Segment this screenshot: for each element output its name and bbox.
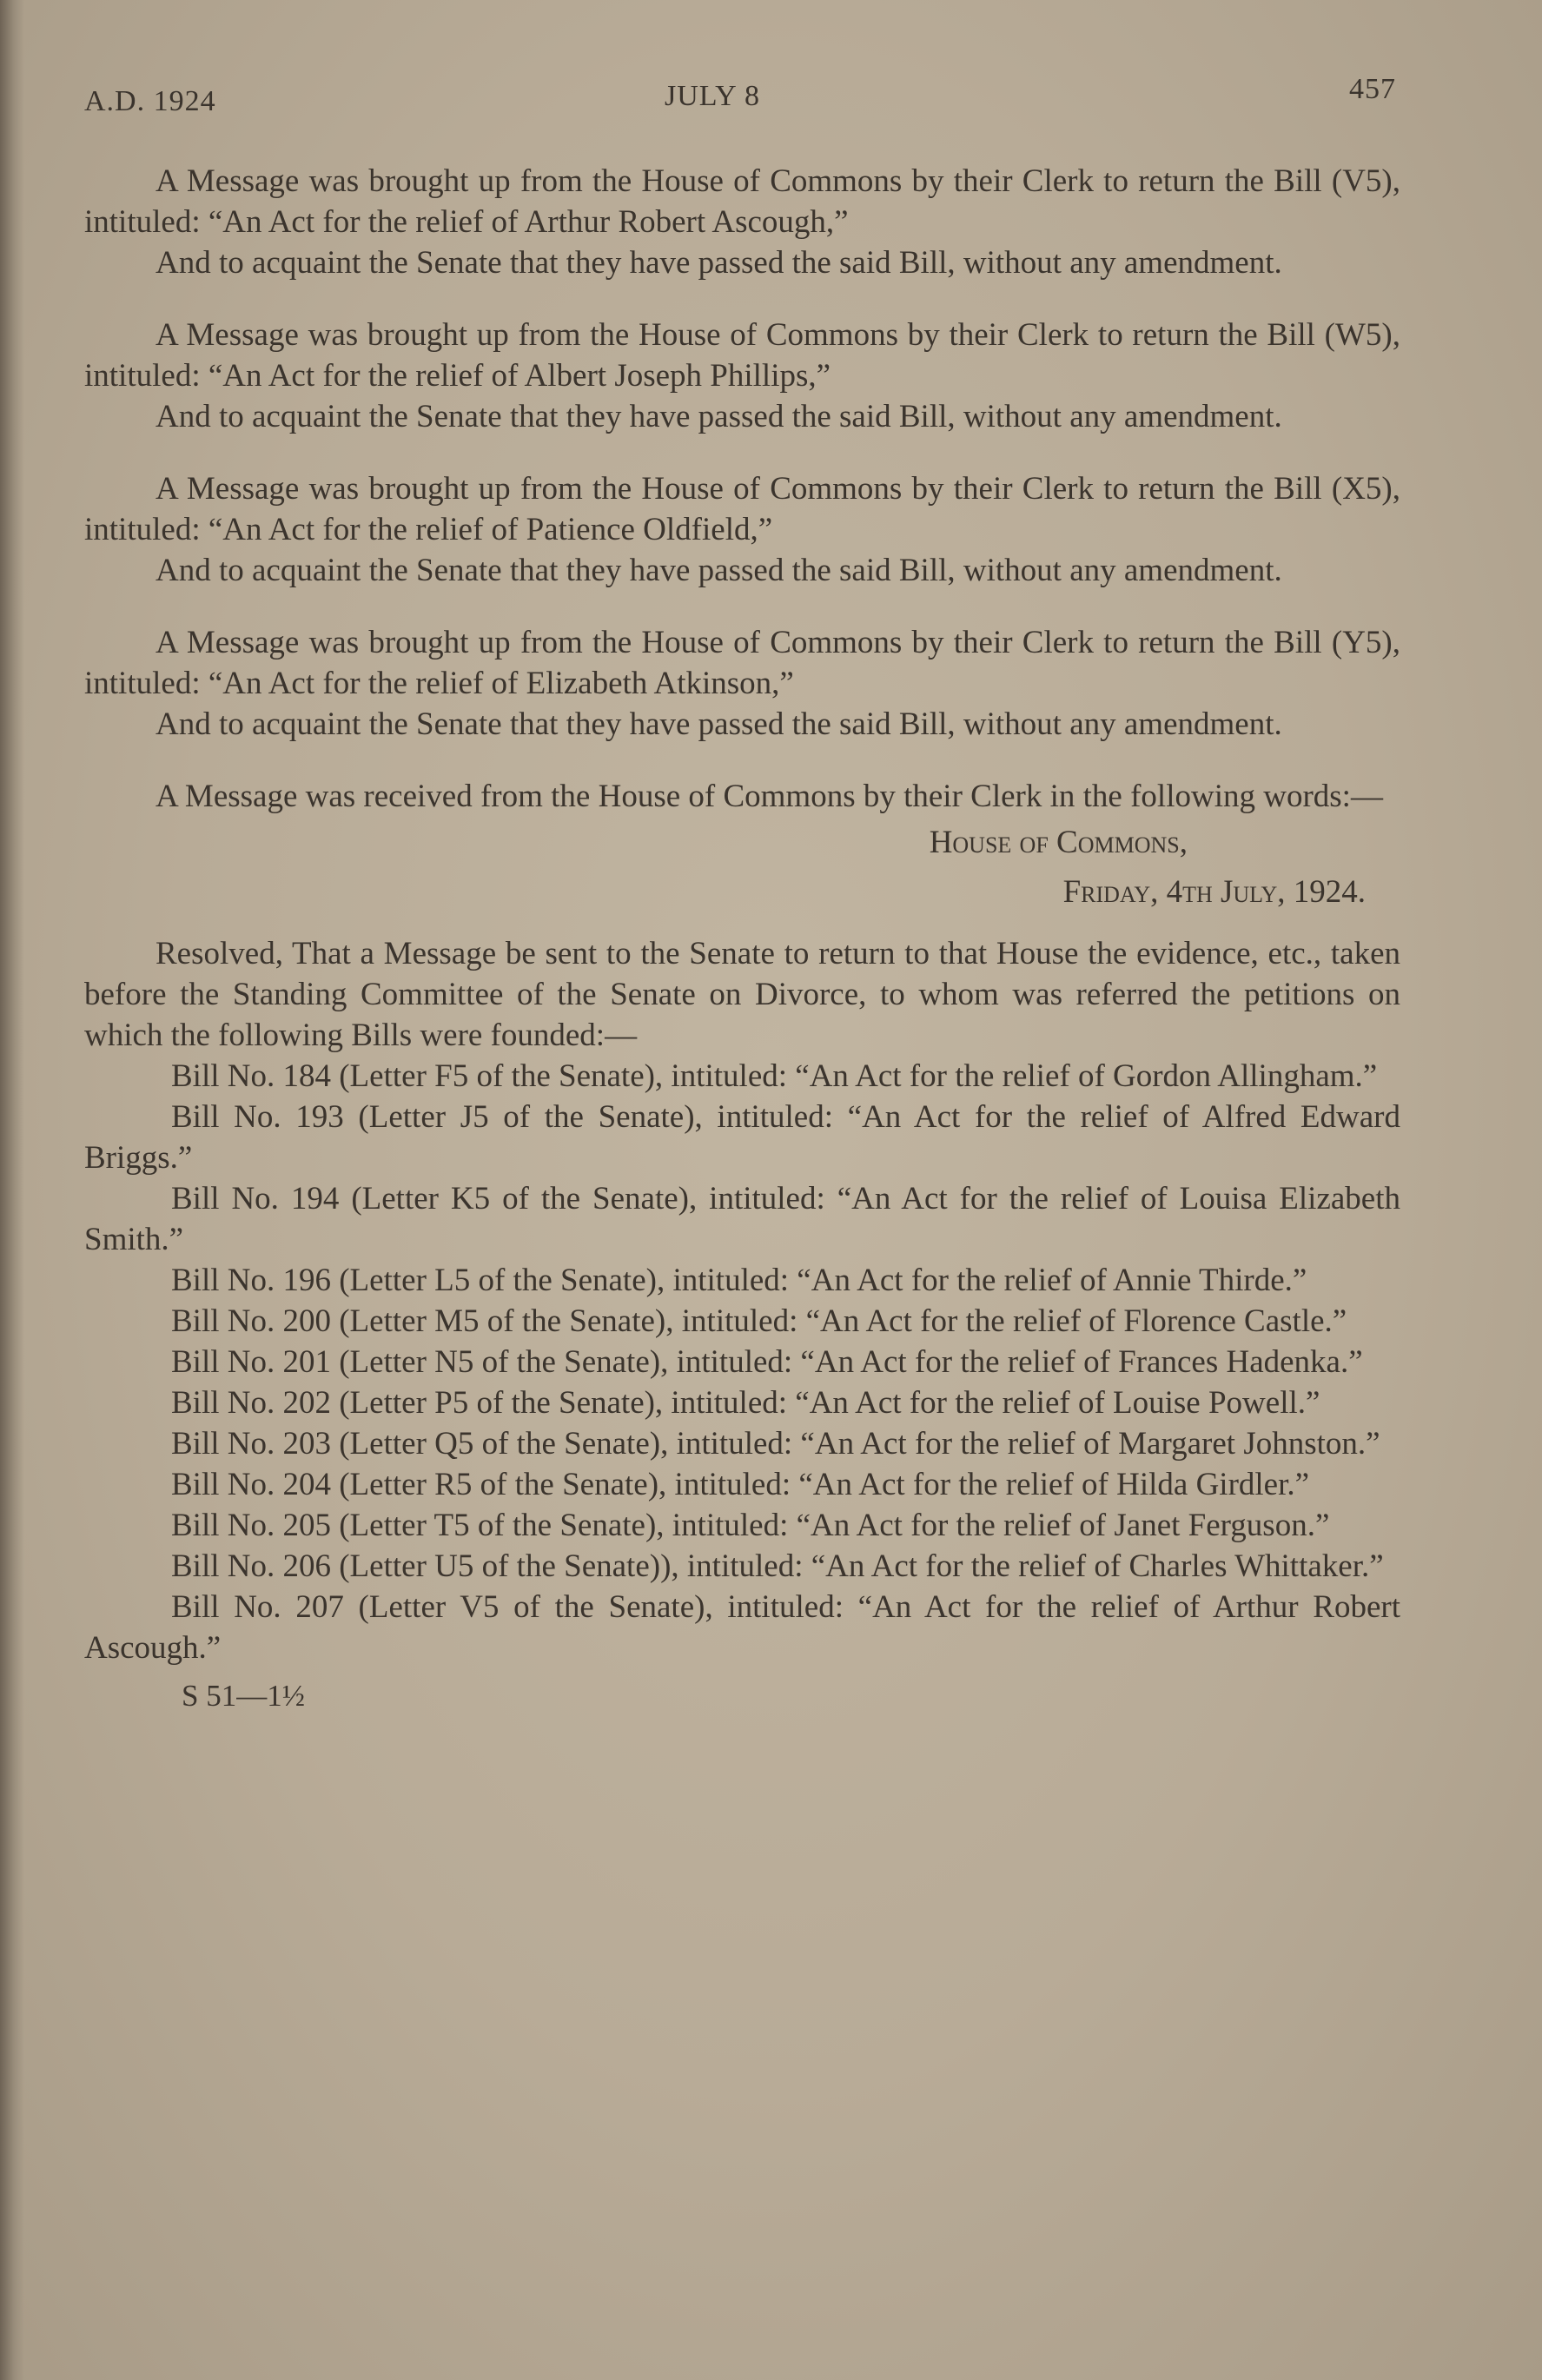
page-binding-shadow (0, 0, 24, 2380)
message-followup: And to acquaint the Senate that they have passed the said Bill, without any amendment. (156, 706, 1282, 742)
bill-item: Bill No. 184 (Letter F5 of the Senate), intituled: “An Act for the relief of Gordon Allingham.” (171, 1058, 1378, 1094)
signature-mark: S 51—1½ (182, 1679, 305, 1713)
message-2 (84, 315, 1400, 437)
bill-item: Bill No. 204 (Letter R5 of the Senate), intituled: “An Act for the relief of Hilda Girdler.” (171, 1467, 1310, 1502)
received-message (84, 776, 1400, 1056)
header-year: A.D. 1924 (84, 85, 216, 117)
bill-item: Bill No. 193 (Letter J5 of the Senate), intituled: “An Act for the relief of Alfred Edward Briggs.” (84, 1099, 1400, 1176)
bill-item: Bill No. 200 (Letter M5 of the Senate), intituled: “An Act for the relief of Florence Castle.” (171, 1303, 1347, 1339)
received-intro: A Message was received from the House of Commons by their Clerk in the following words:— (156, 779, 1383, 814)
message-text: A Message was brought up from the House of Commons by their Clerk to return the Bill (V5), intituled: “An Act for the relief of Arthur Robert Ascough,” (84, 163, 1400, 240)
header-date: JULY 8 (665, 80, 760, 112)
page-number: 457 (1349, 73, 1396, 105)
bill-list (84, 1056, 1400, 1668)
bill-item: Bill No. 205 (Letter T5 of the Senate), intituled: “An Act for the relief of Janet Ferguson.” (171, 1508, 1330, 1543)
bill-item: Bill No. 196 (Letter L5 of the Senate), intituled: “An Act for the relief of Annie Thirde.” (171, 1263, 1307, 1298)
bill-item: Bill No. 203 (Letter Q5 of the Senate), intituled: “An Act for the relief of Margaret Johnston.” (171, 1426, 1380, 1462)
resolution-text: Resolved, That a Message be sent to the Senate to return to that House the evidence, etc., taken before the Standing Committee of the Senate on Divorce, to whom was referred the petitions on which the following Bills were founded:— (84, 936, 1400, 1053)
bill-item: Bill No. 206 (Letter U5 of the Senate)), intituled: “An Act for the relief of Charles Whittaker.” (171, 1548, 1384, 1584)
message-followup: And to acquaint the Senate that they have passed the said Bill, without any amendment. (156, 245, 1282, 281)
message-followup: And to acquaint the Senate that they have passed the said Bill, without any amendment. (156, 553, 1282, 588)
message-text: A Message was brought up from the House of Commons by their Clerk to return the Bill (W5), intituled: “An Act for the relief of Albert Joseph Phillips,” (84, 317, 1400, 394)
message-date: Friday, 4th July, 1924. (1062, 874, 1366, 910)
bill-item: Bill No. 207 (Letter V5 of the Senate), intituled: “An Act for the relief of Arthur Robert Ascough.” (84, 1589, 1400, 1666)
bill-item: Bill No. 201 (Letter N5 of the Senate), intituled: “An Act for the relief of Frances Hadenka.” (171, 1344, 1363, 1380)
running-head (84, 73, 1396, 123)
message-text: A Message was brought up from the House of Commons by their Clerk to return the Bill (X5), intituled: “An Act for the relief of Patience Oldfield,” (84, 471, 1400, 547)
bill-item: Bill No. 202 (Letter P5 of the Senate), intituled: “An Act for the relief of Louise Powell.” (171, 1385, 1320, 1421)
message-4 (84, 622, 1400, 745)
page-body (84, 161, 1400, 1716)
message-3 (84, 468, 1400, 591)
bill-item: Bill No. 194 (Letter K5 of the Senate), intituled: “An Act for the relief of Louisa Elizabeth Smith.” (84, 1181, 1400, 1257)
message-text: A Message was brought up from the House of Commons by their Clerk to return the Bill (Y5), intituled: “An Act for the relief of Elizabeth Atkinson,” (84, 625, 1400, 701)
house-of-commons-heading: House of Commons, (929, 825, 1188, 860)
message-followup: And to acquaint the Senate that they have passed the said Bill, without any amendment. (156, 399, 1282, 434)
message-1 (84, 161, 1400, 283)
